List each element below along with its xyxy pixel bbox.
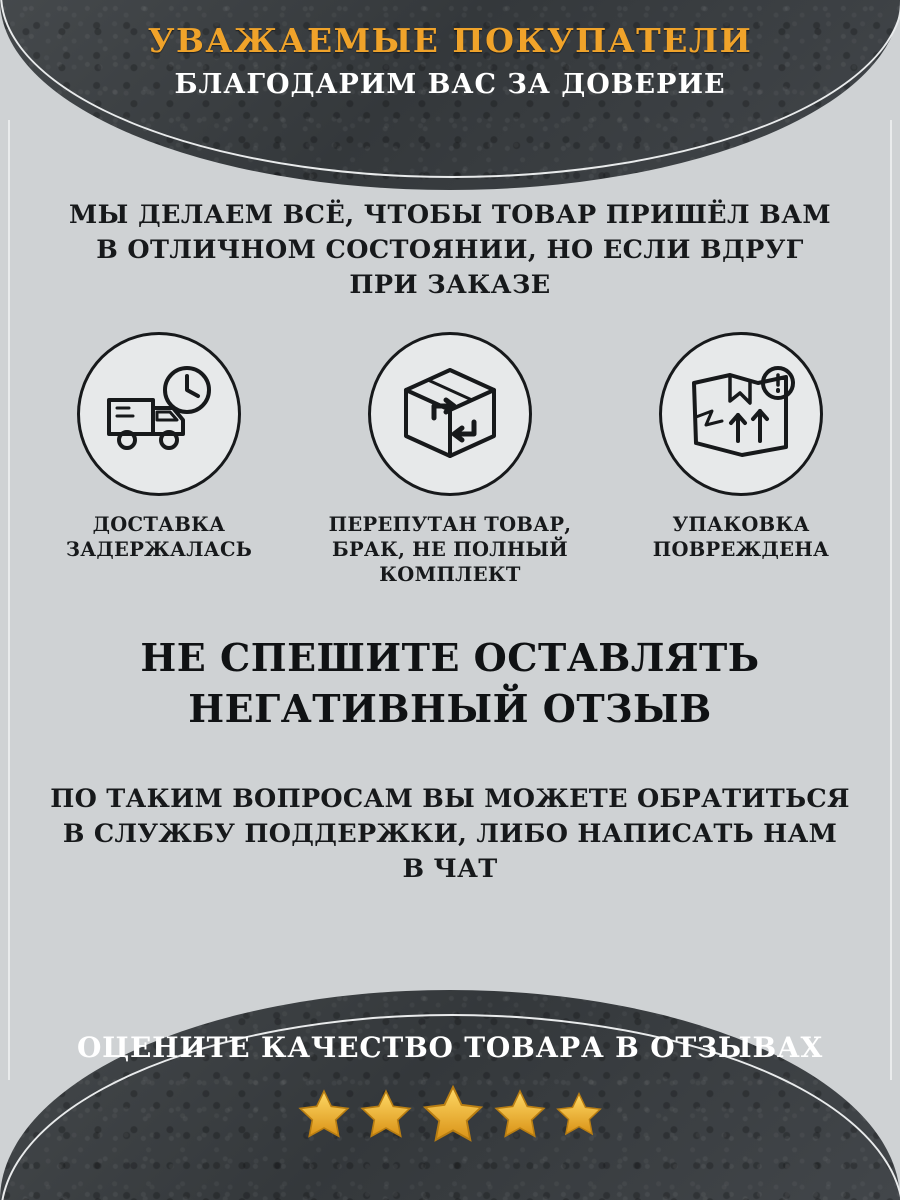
issue-card-label: ПЕРЕПУТАН ТОВАР, БРАК, НЕ ПОЛНЫЙ КОМПЛЕКТ: [328, 513, 572, 586]
header-subtitle: БЛАГОДАРИМ ВАС ЗА ДОВЕРИЕ: [174, 68, 726, 100]
right-rail-divider: [890, 120, 892, 1080]
delivery-truck-clock-icon: [99, 358, 219, 470]
issue-card-label: УПАКОВКА ПОВРЕЖДЕНА: [652, 513, 830, 561]
header-title: УВАЖАЕМЫЕ ПОКУПАТЕЛИ: [147, 21, 753, 60]
left-rail-divider: [8, 120, 10, 1080]
icon-circle: [368, 332, 532, 496]
footer-title: ОЦЕНИТЕ КАЧЕСТВО ТОВАРА В ОТЗЫВАХ: [76, 1031, 824, 1064]
icon-circle: [77, 332, 241, 496]
intro-paragraph: МЫ ДЕЛАЕМ ВСЁ, ЧТОБЫ ТОВАР ПРИШЁЛ ВАМ В ОТЛИЧНОМ СОСТОЯНИИ, НО ЕСЛИ ВДРУГ ПРИ ЗАКАЗЕ: [69, 200, 831, 301]
issue-cards: [34, 332, 866, 588]
footer: [0, 1030, 900, 1148]
star-icon: [554, 1090, 604, 1140]
main-headline: НЕ СПЕШИТЕ ОСТАВЛЯТЬ НЕГАТИВНЫЙ ОТЗЫВ: [140, 635, 760, 732]
issue-card-label: ДОСТАВКА ЗАДЕРЖАЛАСЬ: [65, 513, 253, 561]
issue-card-delivery-delayed: [34, 332, 284, 588]
issue-card-wrong-item: [325, 332, 575, 588]
star-icon: [358, 1087, 414, 1143]
box-return-arrow-icon: [390, 356, 510, 472]
icon-circle: [659, 332, 823, 496]
support-paragraph: ПО ТАКИМ ВОПРОСАМ ВЫ МОЖЕТЕ ОБРАТИТЬСЯ В СЛУЖБУ ПОДДЕРЖКИ, ЛИБО НАПИСАТЬ НАМ В ЧАТ: [50, 784, 850, 885]
issue-card-damaged-package: [616, 332, 866, 588]
star-icon: [492, 1087, 548, 1143]
damaged-package-icon: [682, 357, 800, 471]
star-icon: [296, 1087, 352, 1143]
star-rating: [0, 1082, 900, 1148]
header: [0, 22, 900, 102]
star-icon: [420, 1082, 486, 1148]
